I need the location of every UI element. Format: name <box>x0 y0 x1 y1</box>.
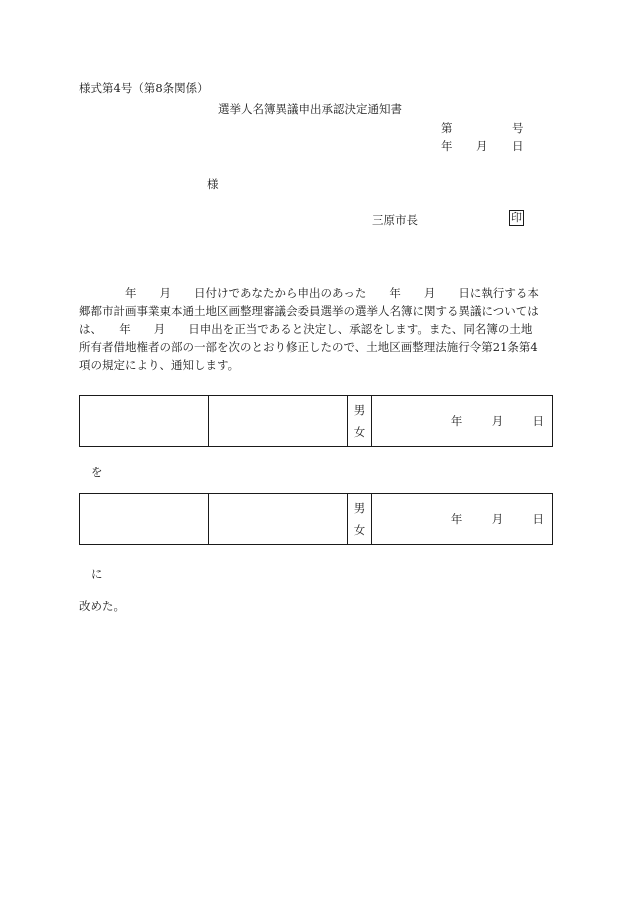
addressee-honorific: 様 <box>207 177 219 191</box>
closing-text: 改めた。 <box>79 599 125 613</box>
day-label: 日 <box>532 414 544 428</box>
birthdate-cell <box>372 396 553 447</box>
form-number: 様式第4号（第8条関係） <box>79 81 209 95</box>
body-line: 年 月 日付けであなたから申出のあった 年 月 日に執行する本 <box>79 286 539 300</box>
issue-date-day-label: 日 <box>512 139 524 153</box>
day-label: 日 <box>532 512 544 526</box>
name-cell <box>209 494 348 545</box>
reference-number-prefix: 第 <box>441 121 453 135</box>
name-cell <box>209 396 348 447</box>
address-cell <box>80 494 209 545</box>
issuer-name: 三原市長 <box>372 213 418 227</box>
seal-mark: 印 <box>511 211 522 224</box>
sex-cell <box>348 494 372 545</box>
particle-ni: に <box>91 567 103 581</box>
month-label: 月 <box>491 414 504 428</box>
particle-wo: を <box>91 465 103 479</box>
year-label: 年 <box>450 512 463 526</box>
birthdate-cell <box>372 494 553 545</box>
sex-male-label: 男 <box>353 501 366 515</box>
sex-female-label: 女 <box>353 523 366 537</box>
year-label: 年 <box>450 414 463 428</box>
issue-date-month-label: 月 <box>476 139 488 153</box>
record-table-before <box>79 395 553 447</box>
sex-female-label: 女 <box>353 425 366 439</box>
sex-cell <box>348 396 372 447</box>
record-table-after <box>79 493 553 545</box>
address-cell <box>80 396 209 447</box>
body-line: 郷都市計画事業東本通土地区画整理審議会委員選挙の選挙人名簿に関する異議については <box>79 304 539 318</box>
document-title: 選挙人名簿異議申出承認決定通知書 <box>218 102 402 116</box>
sex-male-label: 男 <box>353 403 366 417</box>
notice-body <box>79 284 551 374</box>
body-line: は、 年 月 日申出を正当であると決定し、承認をします。また、同名簿の土地 <box>79 322 533 336</box>
body-line: 所有者借地権者の部の一部を次のとおり修正したので、土地区画整理法施行令第21条第4 <box>79 340 538 354</box>
month-label: 月 <box>491 512 504 526</box>
body-line: 項の規定により、通知します。 <box>79 358 240 372</box>
issue-date-year-label: 年 <box>441 139 453 153</box>
reference-number-suffix: 号 <box>512 121 524 135</box>
